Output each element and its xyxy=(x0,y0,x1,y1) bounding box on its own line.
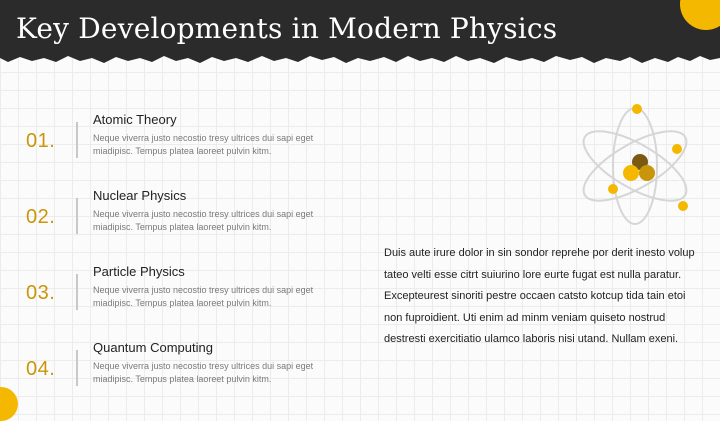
item-heading: Quantum Computing xyxy=(93,340,213,355)
item-description: Neque viverra justo necostio tresy ultrices dui sapi eget miadipisc. Tempus platea laoreet pulvin kitm. xyxy=(93,209,314,232)
item-heading: Nuclear Physics xyxy=(93,188,187,203)
item-description: Neque viverra justo necostio tresy ultrices dui sapi eget miadipisc. Tempus platea laoreet pulvin kitm. xyxy=(93,133,314,156)
divider xyxy=(76,198,78,234)
list-item xyxy=(0,340,360,402)
nucleus-particle xyxy=(623,165,639,181)
electron xyxy=(632,104,642,114)
item-description: Neque viverra justo necostio tresy ultrices dui sapi eget miadipisc. Tempus platea laoreet pulvin kitm. xyxy=(93,361,314,384)
header-banner xyxy=(0,0,720,68)
divider xyxy=(76,122,78,158)
body-paragraph: Duis aute irure dolor in sin sondor reprehe por derit inesto volup tateo velti esse citrt suiurino lore eurte fugat est nulla paratur. Excepteurest sinoriti pestre occaen catsto kotcup tida tain etoi non fuproidient. Uti enim ad minm veniam quiseto nostrud destresti exercitiatio ulamco laboris nisi utand. Nullam exeni. xyxy=(384,247,695,345)
page-title: Key Developments in Modern Physics xyxy=(16,12,558,45)
item-heading: Particle Physics xyxy=(93,264,185,279)
item-description: Neque viverra justo necostio tresy ultrices dui sapi eget miadipisc. Tempus platea laoreet pulvin kitm. xyxy=(93,285,314,308)
item-number: 02. xyxy=(26,206,56,228)
divider xyxy=(76,350,78,386)
electron xyxy=(678,201,688,211)
item-number: 04. xyxy=(26,358,56,380)
list-item xyxy=(0,264,360,326)
electron xyxy=(608,184,618,194)
item-number: 01. xyxy=(26,130,56,152)
divider xyxy=(76,274,78,310)
item-heading: Atomic Theory xyxy=(93,112,177,127)
list-item xyxy=(0,188,360,250)
item-number: 03. xyxy=(26,282,56,304)
atom-icon xyxy=(570,98,700,228)
electron xyxy=(672,144,682,154)
list-item xyxy=(0,112,360,174)
nucleus-particle xyxy=(639,165,655,181)
